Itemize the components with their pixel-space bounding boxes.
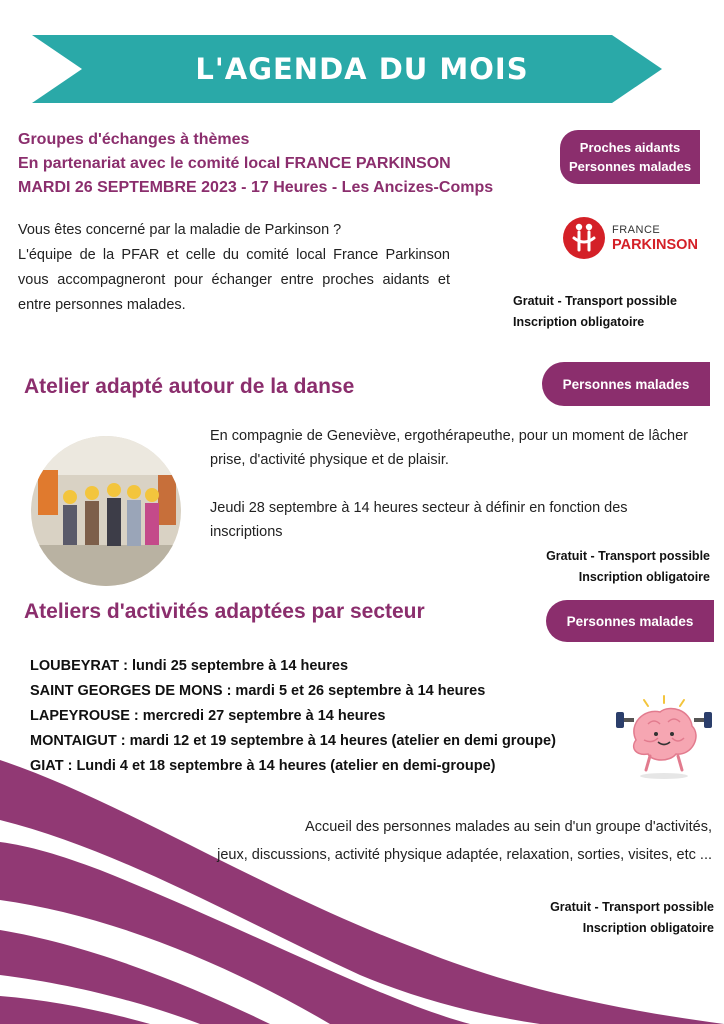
brain-dumbbell-icon (614, 694, 714, 780)
tag-line: Proches aidants (579, 140, 681, 155)
tag-line: Personnes malades (568, 159, 692, 174)
france-parkinson-logo (562, 216, 702, 262)
intro-line: L'équipe de la PFAR et celle du comité local France Parkinson vous accompagneront pour échanger entre proches aidants et entre personnes malades. (18, 247, 450, 313)
dance-paragraph: Jeudi 28 septembre à 14 heures secteur à définir en fonction des inscriptions (210, 500, 628, 540)
logo-text-parkinson: PARKINSON (612, 237, 698, 253)
note-line: Gratuit - Transport possible (550, 900, 714, 914)
audience-tag-patients-dance (542, 362, 710, 406)
section1-heading (18, 128, 493, 200)
logo-circle-icon (562, 216, 606, 260)
intro-line: Vous êtes concerné par la maladie de Parkinson ? (18, 222, 342, 238)
banner-title: L'AGENDA DU MOIS (195, 52, 529, 86)
section2-description (210, 424, 700, 544)
list-item: LAPEYROUSE : mercredi 27 septembre à 14 heures (30, 708, 386, 724)
welcome-line: jeux, discussions, activité physique adaptée, relaxation, sorties, visites, etc ... (217, 847, 712, 863)
tag-line: Personnes malades (562, 376, 690, 392)
dance-workshop-photo (30, 435, 182, 587)
section1-intro (18, 218, 450, 318)
audience-tag-patients-activities (546, 600, 714, 642)
section2-note (546, 546, 710, 588)
section1-heading-line: En partenariat avec le comité local FRANCE PARKINSON (18, 155, 451, 172)
section2-title: Atelier adapté autour de la danse (24, 375, 355, 398)
section1-heading-line: MARDI 26 SEPTEMBRE 2023 - 17 Heures - Les Ancizes-Comps (18, 179, 494, 196)
note-line: Inscription obligatoire (578, 570, 710, 584)
section1-heading-line: Groupes d'échanges à thèmes (18, 131, 250, 148)
dance-paragraph: En compagnie de Geneviève, ergothérapeuthe, pour un moment de lâcher prise, d'activité physique et de plaisir. (210, 428, 689, 468)
section3-welcome (217, 813, 712, 869)
note-line: Gratuit - Transport possible (513, 294, 677, 308)
note-line: Inscription obligatoire (582, 921, 714, 935)
logo-text-france: FRANCE (612, 224, 661, 236)
note-line: Gratuit - Transport possible (546, 549, 710, 563)
section3-note (550, 897, 714, 939)
welcome-line: Accueil des personnes malades au sein d'un groupe d'activités, (305, 819, 712, 835)
list-item: GIAT : Lundi 4 et 18 septembre à 14 heures (atelier en demi-groupe) (30, 758, 496, 774)
note-line: Inscription obligatoire (513, 315, 645, 329)
section3-title: Ateliers d'activités adaptées par secteur (24, 600, 425, 623)
audience-tag-caregivers (560, 130, 700, 184)
list-item: MONTAIGUT : mardi 12 et 19 septembre à 14 heures (atelier en demi groupe) (30, 733, 556, 749)
section1-note (513, 291, 677, 333)
tag-line: Personnes malades (566, 613, 694, 629)
list-item: LOUBEYRAT : lundi 25 septembre à 14 heures (30, 658, 349, 674)
sessions-list (30, 654, 556, 779)
list-item: SAINT GEORGES DE MONS : mardi 5 et 26 septembre à 14 heures (30, 683, 486, 699)
